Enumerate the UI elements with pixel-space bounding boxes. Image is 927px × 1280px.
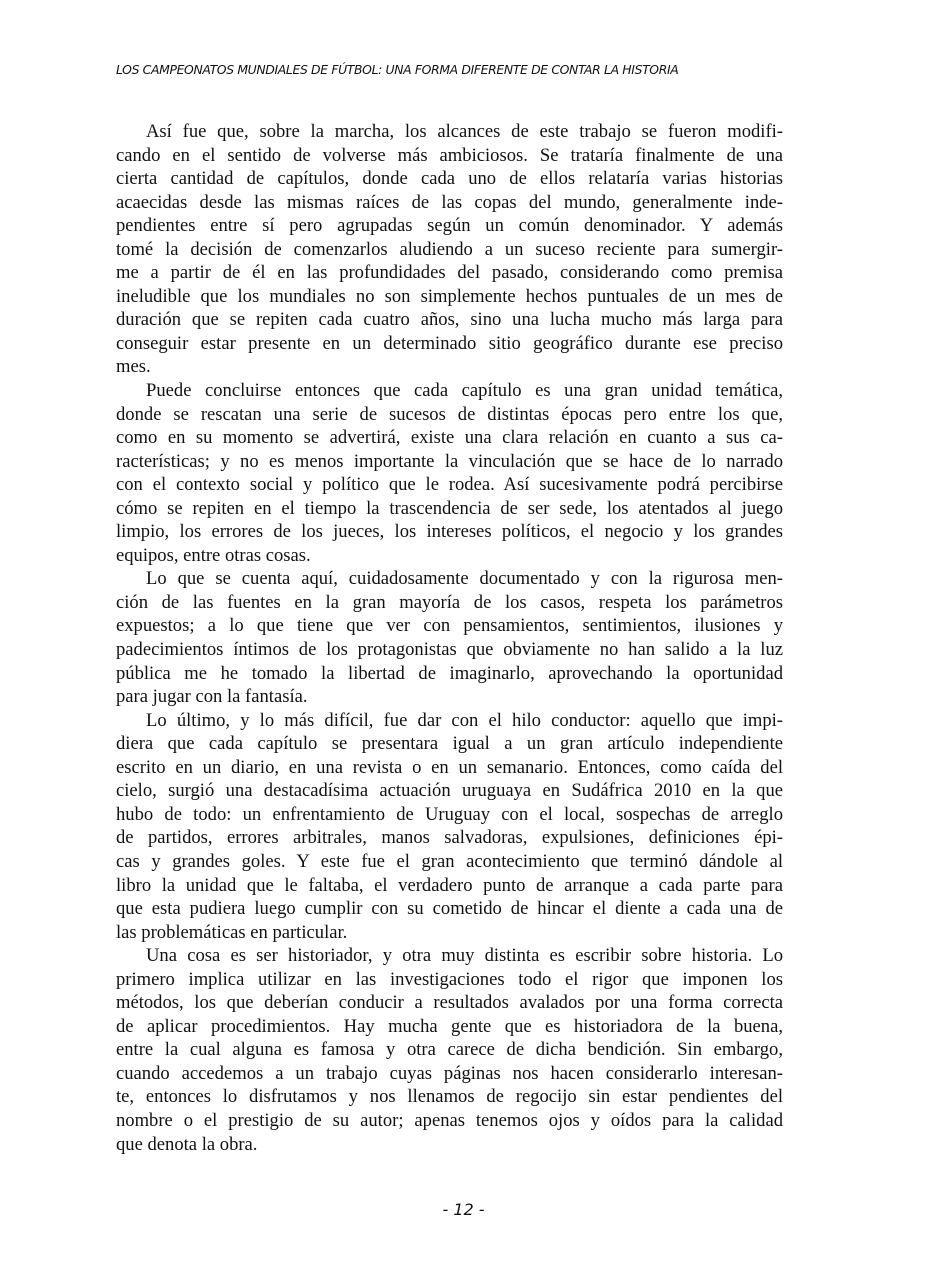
text-line: padecimientos íntimos de los protagonistas que obviamente no han salido a la luz bbox=[116, 639, 783, 661]
text-line: ción de las fuentes en la gran mayoría de los casos, respeta los parámetros bbox=[116, 591, 783, 613]
text-line: pública me he tomado la libertad de imaginarlo, aprovechando la oportunidad bbox=[116, 662, 783, 684]
text-line: métodos, los que deberían conducir a resultados avalados por una forma correcta bbox=[116, 992, 783, 1014]
text-line: hubo de todo: un enfrentamiento de Uruguay con el local, sospechas de arreglo bbox=[116, 803, 783, 825]
text-line: escrito en un diario, en una revista o en un semanario. Entonces, como caída del bbox=[116, 756, 783, 778]
body-text bbox=[116, 120, 783, 1156]
text-line: acaecidas desde las mismas raíces de las copas del mundo, generalmente inde- bbox=[116, 191, 783, 213]
text-line: Lo que se cuenta aquí, cuidadosamente documentado y con la rigurosa men- bbox=[146, 568, 783, 590]
text-line: diera que cada capítulo se presentara igual a un gran artículo independiente bbox=[116, 733, 783, 755]
text-line: primero implica utilizar en las investigaciones todo el rigor que imponen los bbox=[116, 968, 783, 990]
text-line: racterísticas; y no es menos importante la vinculación que se hace de lo narrado bbox=[116, 450, 783, 472]
text-line: de aplicar procedimientos. Hay mucha gente que es historiadora de la buena, bbox=[116, 1015, 783, 1037]
paragraph bbox=[116, 379, 783, 567]
text-line: Una cosa es ser historiador, y otra muy distinta es escribir sobre historia. Lo bbox=[146, 945, 783, 967]
text-line: entre la cual alguna es famosa y otra carece de dicha bendición. Sin embargo, bbox=[116, 1039, 783, 1061]
paragraph bbox=[116, 944, 783, 1156]
text-line: duración que se repiten cada cuatro años, sino una lucha mucho más larga para bbox=[116, 309, 783, 331]
text-line: limpio, los errores de los jueces, los intereses políticos, el negocio y los grandes bbox=[116, 521, 783, 543]
text-line: pendientes entre sí pero agrupadas según un común denominador. Y además bbox=[116, 215, 783, 237]
text-line: cielo, surgió una destacadísima actuación uruguaya en Sudáfrica 2010 en la que bbox=[116, 780, 783, 802]
text-line: cómo se repiten en el tiempo la trascendencia de ser sede, los atentados al juego bbox=[116, 497, 783, 519]
text-line: cando en el sentido de volverse más ambiciosos. Se trataría finalmente de una bbox=[116, 144, 783, 166]
text-line: conseguir estar presente en un determinado sitio geográfico durante ese preciso bbox=[116, 332, 783, 354]
text-line: las problemáticas en particular. bbox=[116, 921, 348, 943]
text-line: con el contexto social y político que le rodea. Así sucesivamente podrá percibirse bbox=[116, 474, 783, 496]
text-line: cas y grandes goles. Y este fue el gran acontecimiento que terminó dándole al bbox=[116, 850, 783, 872]
text-line: Así fue que, sobre la marcha, los alcances de este trabajo se fueron modifi- bbox=[146, 121, 783, 142]
text-line: Lo último, y lo más difícil, fue dar con el hilo conductor: aquello que impi- bbox=[146, 709, 783, 731]
text-line: nombre o el prestigio de su autor; apenas tenemos ojos y oídos para la calidad bbox=[116, 1109, 783, 1131]
text-line: ineludible que los mundiales no son simplemente hechos puntuales de un mes de bbox=[116, 285, 783, 307]
text-line: de partidos, errores arbitrales, manos salvadoras, expulsiones, definiciones épi- bbox=[116, 827, 783, 849]
text-line: tomé la decisión de comenzarlos aludiendo a un suceso reciente para sumergir- bbox=[116, 238, 783, 260]
text-line: que esta pudiera luego cumplir con su cometido de hincar el diente a cada una de bbox=[116, 898, 783, 920]
text-line: te, entonces lo disfrutamos y nos llenamos de regocijo sin estar pendientes del bbox=[116, 1086, 783, 1108]
text-line: me a partir de él en las profundidades del pasado, considerando como premisa bbox=[116, 262, 783, 284]
text-line: donde se rescatan una serie de sucesos de distintas épocas pero entre los que, bbox=[116, 403, 783, 425]
text-line: para jugar con la fantasía. bbox=[116, 686, 308, 708]
text-line: equipos, entre otras cosas. bbox=[116, 544, 311, 566]
text-line: libro la unidad que le faltaba, el verdadero punto de arranque a cada parte para bbox=[116, 874, 783, 896]
text-line: como en su momento se advertirá, existe una clara relación en cuanto a sus ca- bbox=[116, 427, 783, 449]
text-line: mes. bbox=[116, 356, 151, 378]
text-line: expuestos; a lo que tiene que ver con pensamientos, sentimientos, ilusiones y bbox=[116, 615, 783, 637]
text-line: que denota la obra. bbox=[116, 1133, 258, 1155]
page-number: - 12 - bbox=[442, 1200, 485, 1219]
paragraph bbox=[116, 567, 783, 708]
text-line: cuando accedemos a un trabajo cuyas páginas nos hacen considerarlo interesan- bbox=[116, 1062, 783, 1084]
text-line: Puede concluirse entonces que cada capítulo es una gran unidad temática, bbox=[146, 380, 783, 402]
paragraph bbox=[116, 709, 783, 944]
text-line: cierta cantidad de capítulos, donde cada uno de ellos relataría varias historias bbox=[116, 168, 783, 190]
running-header: LOS CAMPEONATOS MUNDIALES DE FÚTBOL: UNA FORMA DIFERENTE DE CONTAR LA HISTORIA bbox=[116, 62, 679, 77]
paragraph bbox=[116, 120, 783, 379]
